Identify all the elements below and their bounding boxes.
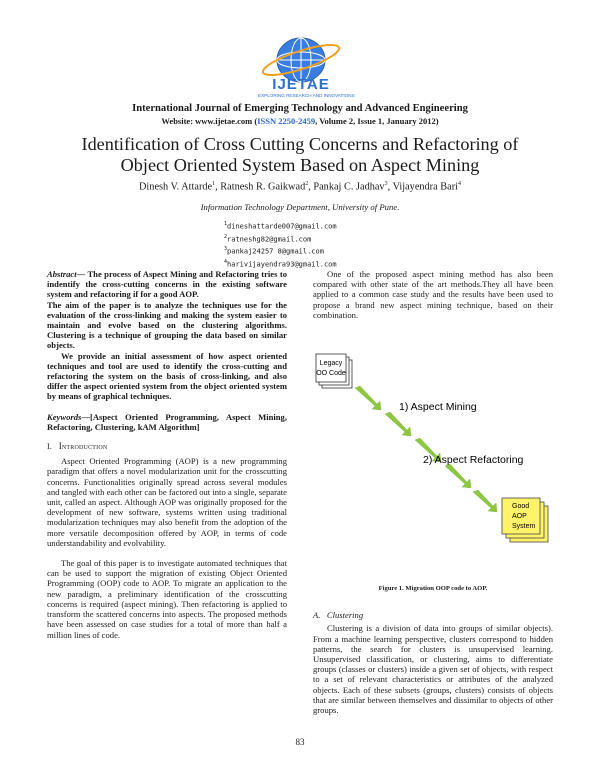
author-mark: 1 [212, 181, 216, 187]
result-label-2: AOP [512, 513, 527, 521]
author-mark: 3 [384, 181, 388, 187]
author-separator: , [308, 181, 314, 193]
legacy-label-2: OO Code [316, 370, 346, 378]
figure-diagram [313, 322, 553, 584]
step-aspect-refactoring: 2) Aspect Refactoring [423, 454, 524, 467]
author-name: Pankaj C. Jadhav [313, 181, 385, 193]
affiliation: Information Technology Department, University of Pune. [200, 202, 400, 212]
result-label-1: Good [512, 503, 530, 511]
journal-logo [258, 36, 355, 100]
intro-paragraph-2: The goal of this paper is to investigate automated techniques that can be used to support the migration of existing Object Oriented Programming (OOP) code to AOP. To migrate an application to the new paradigm, a preliminary identification of the crosscutting concerns is required (aspect mining). Then refactoring is applied to transform the scattered concerns into aspects. The proposed methods have been assessed on case studies for a total of more than half a million lines of code. [47, 558, 287, 640]
author-mark: 4 [458, 181, 461, 187]
abstract: Abstract— The process of Aspect Mining and Refactoring tries to indentify the cross-cutting concerns in the existing software system and refactoring if for a good AOP. [47, 269, 287, 300]
email-item[interactable]: $^4$harivijayendra93@gmail.com [224, 258, 337, 268]
author-name: Dinesh V. Attarde [139, 181, 213, 193]
abstract-paragraph-2: The aim of the paper is to analyze the techniques use for the evaluation of the cross-linking and making the system easier to maintain and evolve based on the clustering algorithms. Clustering is a technique of grouping the data based on similar objects. [47, 299, 287, 351]
logo-subtext: EXPLORING RESEARCH AND INNOVATIONS [258, 93, 355, 98]
keywords-label: Keywords [47, 411, 82, 422]
email-item[interactable]: $^2$ratneshg82@gmail.com [224, 233, 312, 243]
figure-migration [313, 322, 553, 584]
clustering-paragraph: Clustering is a division of data into groups of similar objects). From a machine learning perspective, clusters correspond to hidden patterns, the search for clusters is unsupervised learning. Unsupervised classification, or clustering, aims to differentiate groups (classes or clusters) inside a given set of objects, with respect to a set of relevant characteristics or attributes of the analyzed objects. Each of these subsets (groups, clusters) consists of objects that are similar between themselves and dissimilar to objects of other groups. [313, 623, 553, 716]
abstract-paragraph-3: We provide an initial assessment of how aspect oriented techniques and tool are used to identify the cross-cutting and refactoring the system on the basis of cross-linking, and also differ the aspect oriented system from the object oriented system by means of graphical techniques. [47, 350, 287, 402]
legacy-label-1: Legacy [319, 360, 343, 368]
page-number: 83 [295, 737, 305, 747]
author-separator: , [387, 181, 393, 193]
step-aspect-mining: 1) Aspect Mining [399, 401, 477, 414]
result-label-3: System [512, 523, 536, 531]
author-name: Ratnesh R. Gaikwad [220, 181, 306, 193]
issn-link[interactable]: ISSN 2250-2459 [257, 116, 316, 126]
legacy-code-box [316, 354, 352, 388]
right-paragraph-1: One of the proposed aspect mining method has also been compared with other state of the art methods.They all have been applied to a common case study and the results have been used to propose a brand new aspect mining technique, based on their combination. [313, 269, 553, 320]
author-mark: 2 [305, 181, 309, 187]
left-column [47, 269, 287, 640]
figure-caption: Figure 1. Migration OOP code to AOP. [378, 585, 488, 593]
author-list [0, 181, 600, 192]
intro-paragraph-1: Aspect Oriented Programming (AOP) is a new programming paradigm that offers a novel modularization unit for the crosscutting concerns. Functionalities originally spread across several modules and tangled with each other can be factored out into a single, separate unit, called an aspect. Although AOP was originally proposed for the development of new software, systems written using traditional modularization techniques may also benefit from the adoption of the more versatile decomposition offered by AOP, in terms of code understandability and evolvability. [47, 456, 287, 548]
good-aop-box [502, 498, 548, 542]
subsection-heading-clustering: A. Clustering [313, 610, 364, 621]
journal-name: International Journal of Emerging Technology and Advanced Engineering [132, 103, 468, 114]
author-name: Vijayendra Bari [392, 181, 458, 193]
logo-text: IJETAE [272, 76, 330, 93]
section-heading-introduction: I. Introduction [47, 441, 108, 452]
email-item[interactable]: $^1$dineshattarde007@gmail.com [224, 221, 337, 231]
email-list [224, 219, 424, 269]
keywords: Keywords—[Aspect Oriented Programming, Aspect Mining, Refactoring, Clustering, kAM Algorithm] [47, 411, 287, 432]
right-column [313, 269, 553, 715]
email-item[interactable]: $^3$pankaj24257 8@gmail.com [224, 246, 324, 256]
paper-title: Identification of Cross Cutting Concerns and Refactoring of Object Oriented System Based on Aspect Mining [81, 134, 519, 175]
author-separator: , [215, 181, 221, 193]
journal-website: Website: www.ijetae.com (ISSN 2250-2459, Volume 2, Issue 1, January 2012) [161, 116, 439, 126]
abstract-label: Abstract [47, 269, 77, 279]
